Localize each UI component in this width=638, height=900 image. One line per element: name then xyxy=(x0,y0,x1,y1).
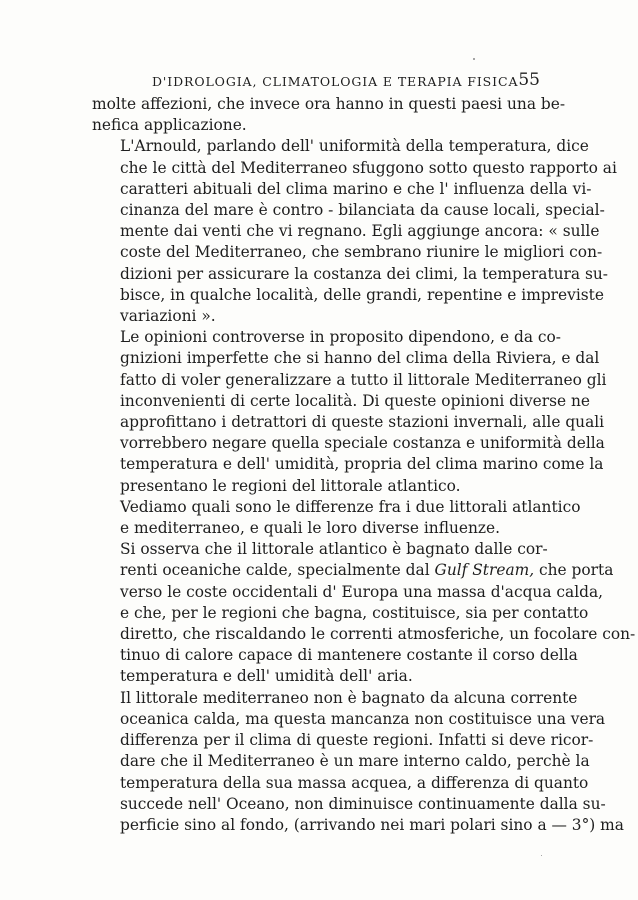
text-line: succede nell' Oceano, non diminuisce continuamente dalla su- xyxy=(120,794,606,813)
text-line: differenza per il clima di queste regioni. Infatti si deve ricor- xyxy=(120,731,594,750)
text-line: oceanica calda, ma questa mancanza non costituisce una vera xyxy=(120,709,606,728)
text-line: verso le coste occidentali d' Europa una massa d'acqua calda, xyxy=(120,582,604,601)
running-title: D'IDROLOGIA, CLIMATOLOGIA E TERAPIA FISICA xyxy=(152,74,519,89)
text-line: temperatura della sua massa acquea, a differenza di quanto xyxy=(120,773,589,792)
text-line: renti oceaniche calde, specialmente dal Gulf Stream, che porta xyxy=(120,561,614,580)
body-text xyxy=(92,94,636,836)
paragraph xyxy=(92,94,566,136)
italic-term: Gulf Stream, xyxy=(434,561,535,580)
text-line: temperatura e dell' umidità, propria del clima marino come la xyxy=(120,455,604,474)
text-line: L'Arnould, parlando dell' uniformità della temperatura, dice xyxy=(120,137,589,156)
page-number: 55 xyxy=(518,70,540,90)
text-line: presentano le regioni del littorale atlantico. xyxy=(120,476,461,495)
text-line: Vediamo quali sono le differenze fra i due littorali atlantico xyxy=(120,497,581,516)
text-line: variazioni ». xyxy=(120,307,216,326)
text-line: molte affezioni, che invece ora hanno in questi paesi una be- xyxy=(92,95,566,113)
text-line: approfittano i detrattori di queste stazioni invernali, alle quali xyxy=(120,413,605,432)
text-line: cinanza del mare è contro - bilanciata da cause locali, special- xyxy=(120,201,605,220)
paragraph xyxy=(92,688,624,836)
text-line: e che, per le regioni che bagna, costituisce, sia per contatto xyxy=(120,603,589,622)
text-line: Le opinioni controverse in proposito dipendono, e da co- xyxy=(120,328,561,347)
text-line: temperatura e dell' umidità dell' aria. xyxy=(120,667,413,686)
text-line: Il littorale mediterraneo non è bagnato da alcuna corrente xyxy=(120,688,578,707)
text-line: che le città del Mediterraneo sfuggono sotto questo rapporto ai xyxy=(120,158,617,177)
print-speck xyxy=(541,855,542,856)
paragraph xyxy=(92,539,636,687)
text-line: vorrebbero negare quella speciale costanza e uniformità della xyxy=(120,434,605,453)
paragraph xyxy=(92,327,607,497)
text-line: gnizioni imperfette che si hanno del clima della Riviera, e dal xyxy=(120,349,600,368)
paragraph xyxy=(92,136,617,327)
paragraph xyxy=(92,497,581,539)
text-line: nefica applicazione. xyxy=(92,116,247,135)
running-header xyxy=(92,70,540,92)
text-line: dare che il Mediterraneo è un mare interno caldo, perchè la xyxy=(120,752,590,771)
text-line: inconvenienti di certe località. Di queste opinioni diverse ne xyxy=(120,391,591,410)
text-line: dizioni per assicurare la costanza dei climi, la temperatura su- xyxy=(120,264,608,283)
text-line: diretto, che riscaldando le correnti atmosferiche, un focolare con- xyxy=(120,625,636,644)
text-line: coste del Mediterraneo, che sembrano riunire le migliori con- xyxy=(120,243,603,262)
print-speck xyxy=(473,58,475,60)
text-line: mente dai venti che vi regnano. Egli aggiunge ancora: « sulle xyxy=(120,222,600,241)
text-line: e mediterraneo, e quali le loro diverse influenze. xyxy=(120,519,501,538)
text-line: caratteri abituali del clima marino e che l' influenza della vi- xyxy=(120,179,592,198)
text-line: bisce, in qualche località, delle grandi, repentine e impreviste xyxy=(120,285,604,304)
text-line: Si osserva che il littorale atlantico è bagnato dalle cor- xyxy=(120,540,548,559)
text-line: fatto di voler generalizzare a tutto il littorale Mediterraneo gli xyxy=(120,370,607,389)
text-line: tinuo di calore capace di mantenere costante il corso della xyxy=(120,646,578,665)
text-line: perficie sino al fondo, (arrivando nei mari polari sino a — 3°) ma xyxy=(120,815,624,834)
